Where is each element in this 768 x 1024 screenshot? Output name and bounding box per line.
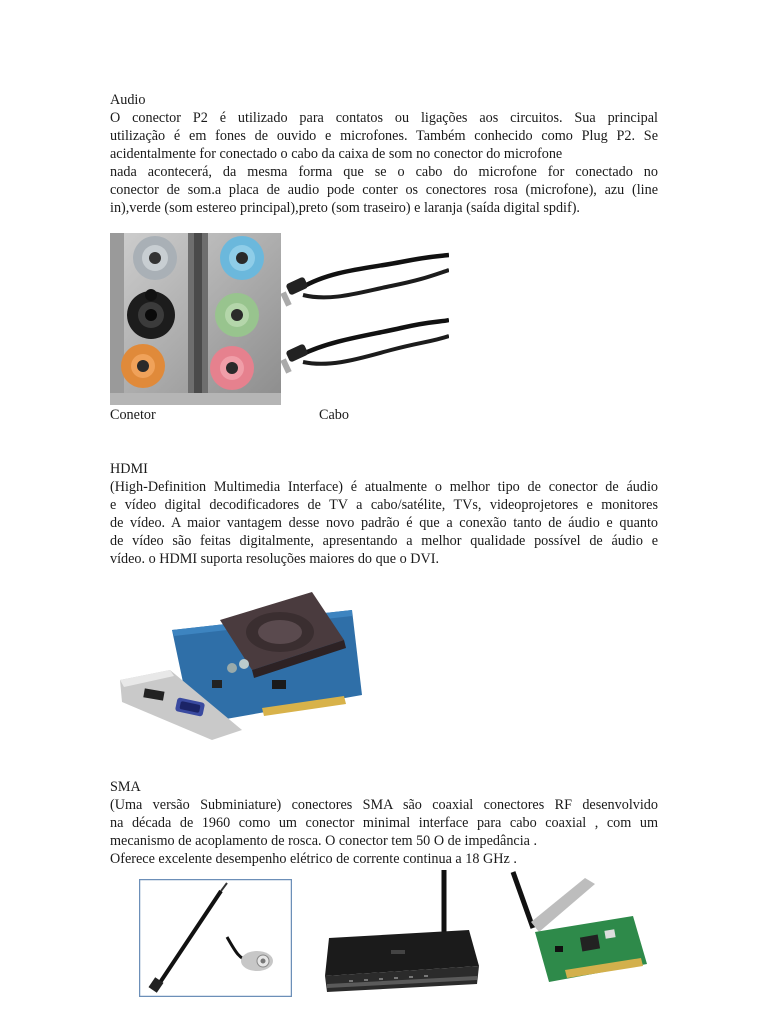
- hdmi-line: e vídeo digital decodificadores de TV a cabo/satélite, TVs, videoprojetores e monitores: [110, 497, 658, 513]
- audio-line: conector de som.a placa de audio pode conter os conectores rosa (microfone), azu (line: [110, 182, 658, 198]
- wifi-card-image: [505, 866, 650, 991]
- audio-line: utilização é em fones de ouvido e microfones. Também conhecido como Plug P2. Se: [110, 128, 658, 144]
- hdmi-line: (High-Definition Multimedia Interface) é atualmente o melhor tipo de conector de áudio: [110, 479, 658, 495]
- cable-caption: Cabo: [319, 407, 349, 423]
- audio-cable-image: [281, 250, 449, 390]
- audio-paragraph: [110, 109, 658, 217]
- audio-line: in),verde (som estereo principal),preto (som traseiro) e laranja (saída digital spdif).: [110, 200, 580, 216]
- audio-line: nada acontecerá, da mesma forma que se o cabo do microfone for conectado no: [110, 164, 658, 180]
- audio-heading: Audio: [110, 92, 146, 108]
- audio-line: O conector P2 é utilizado para contatos ou ligações aos circuitos. Sua principal: [110, 110, 658, 126]
- hdmi-paragraph: [110, 478, 658, 568]
- sma-line: mecanismo de acoplamento de rosca. O conector tem 50 O de impedância .: [110, 833, 538, 849]
- connector-caption: Conetor: [110, 407, 156, 423]
- sma-line: na década de 1960 como um conector minimal interface para cabo coaxial , com um: [110, 815, 658, 831]
- audio-jack-panel-image: [110, 233, 281, 405]
- sma-line: Oferece excelente desempenho elétrico de corrente continua a 18 GHz .: [110, 851, 517, 867]
- sma-heading: SMA: [110, 779, 141, 795]
- hdmi-heading: HDMI: [110, 461, 148, 477]
- router-image: [319, 866, 485, 996]
- hdmi-line: vídeo. o HDMI suporta resoluções maiores do que o DVI.: [110, 551, 440, 567]
- graphics-card-image: [112, 590, 362, 740]
- antenna-image: [139, 879, 292, 997]
- hdmi-line: de vídeo. A maior vantagem desse novo padrão é que a conexão tanto de áudio e quanto: [110, 515, 658, 531]
- hdmi-line: de vídeo são feitas digitalmente, apresentando a melhor qualidade possível de áudio e: [110, 533, 658, 549]
- sma-line: (Uma versão Subminiature) conectores SMA são coaxial conectores RF desenvolvido: [110, 797, 658, 813]
- sma-paragraph: [110, 796, 658, 868]
- audio-line: acidentalmente for conectado o cabo da caixa de som no conector do microfone: [110, 146, 563, 162]
